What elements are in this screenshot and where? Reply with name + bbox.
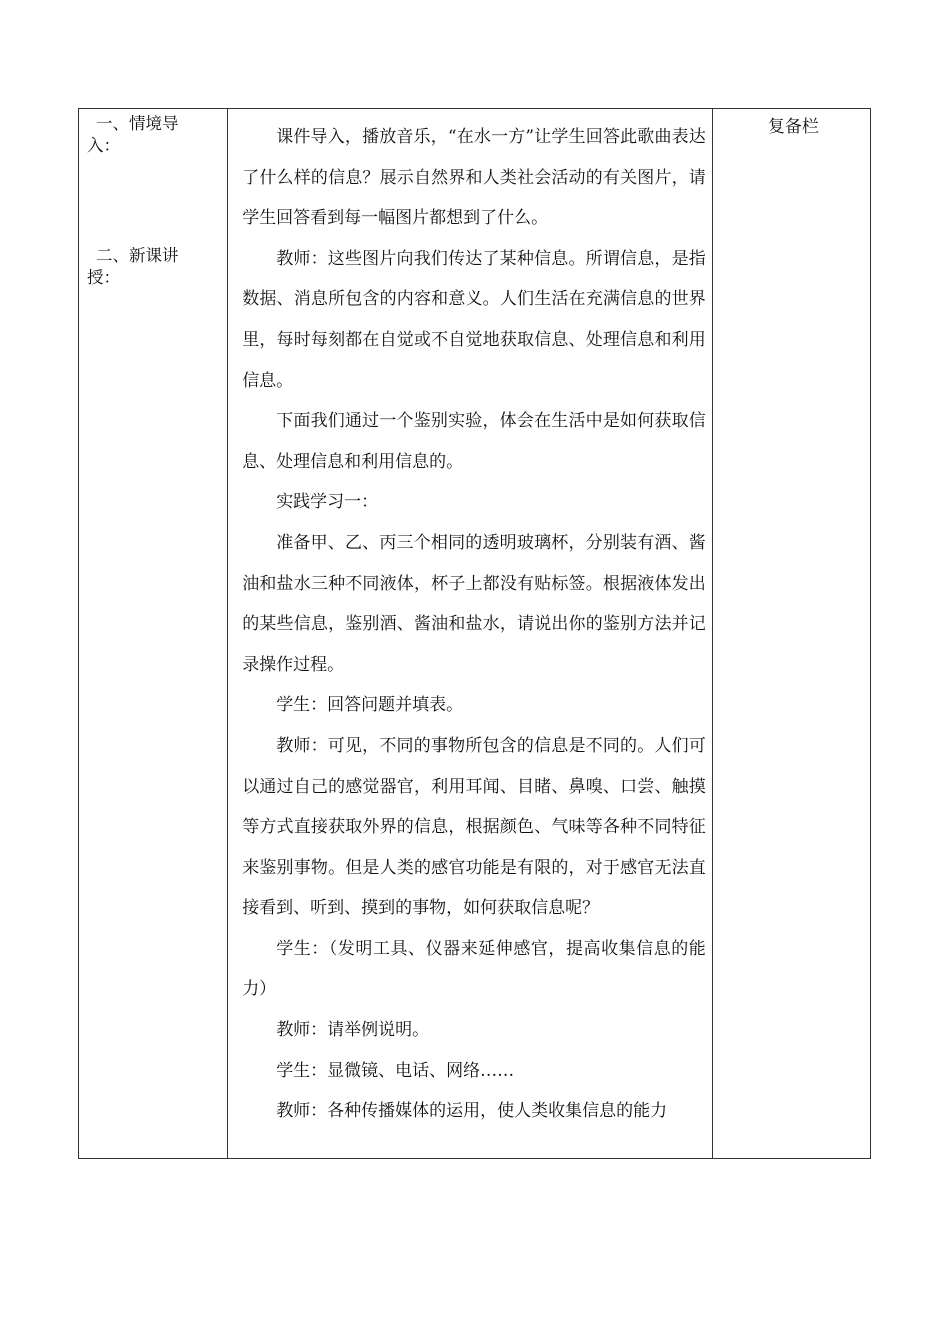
content-paragraph: 准备甲、乙、丙三个相同的透明玻璃杯，分别装有酒、酱油和盐水三种不同液体，杯子上都没有贴标签。根据液体发出的某些信息，鉴别酒、酱油和盐水，请说出你的鉴别方法并记录操作过程。 — [242, 532, 706, 675]
content-paragraph: 学生：（发明工具、仪器来延伸感官，提高收集信息的能力） — [242, 938, 706, 1000]
content-paragraph: 教师：请举例说明。 — [276, 1020, 430, 1041]
review-column-heading: 复备栏 — [767, 117, 819, 137]
content-paragraph: 下面我们通过一个鉴别实验，体会在生活中是如何获取信息、处理信息和利用信息的。 — [242, 411, 706, 472]
review-column — [712, 109, 870, 1159]
section-heading-intro: 一、情境导入： — [87, 114, 179, 155]
content-paragraph: 课件导入，播放音乐，“在水一方”让学生回答此歌曲表达了什么样的信息？展示自然界和人类社会活动的有关图片，请学生回答看到每一幅图片都想到了什么。 — [242, 127, 706, 229]
content-paragraph: 学生：回答问题并填表。 — [276, 695, 464, 716]
content-paragraph: 教师：这些图片向我们传达了某种信息。所谓信息，是指数据、消息所包含的内容和意义。人们生活在充满信息的世界里，每时每刻都在自觉或不自觉地获取信息、处理信息和利用信息。 — [242, 248, 706, 391]
lesson-plan-table — [78, 108, 871, 1159]
content-paragraph: 教师：可见，不同的事物所包含的信息是不同的。人们可以通过自己的感觉器官，利用耳闻、目睹、鼻嗅、口尝、触摸等方式直接获取外界的信息，根据颜色、气味等各种不同特征来鉴别事物。但是人类的感官功能是有限的，对于感官无法直接看到、听到、摸到的事物，如何获取信息呢？ — [242, 735, 706, 919]
content-paragraph: 学生：显微镜、电话、网络…… — [276, 1060, 515, 1081]
table-row — [79, 109, 871, 1159]
section-column — [79, 109, 228, 1159]
content-paragraph: 教师：各种传播媒体的运用，使人类收集信息的能力 — [276, 1101, 668, 1122]
section-heading-new-lesson: 二、新课讲授： — [87, 246, 179, 287]
content-paragraph: 实践学习一： — [276, 492, 379, 513]
lesson-content-column — [228, 109, 713, 1159]
